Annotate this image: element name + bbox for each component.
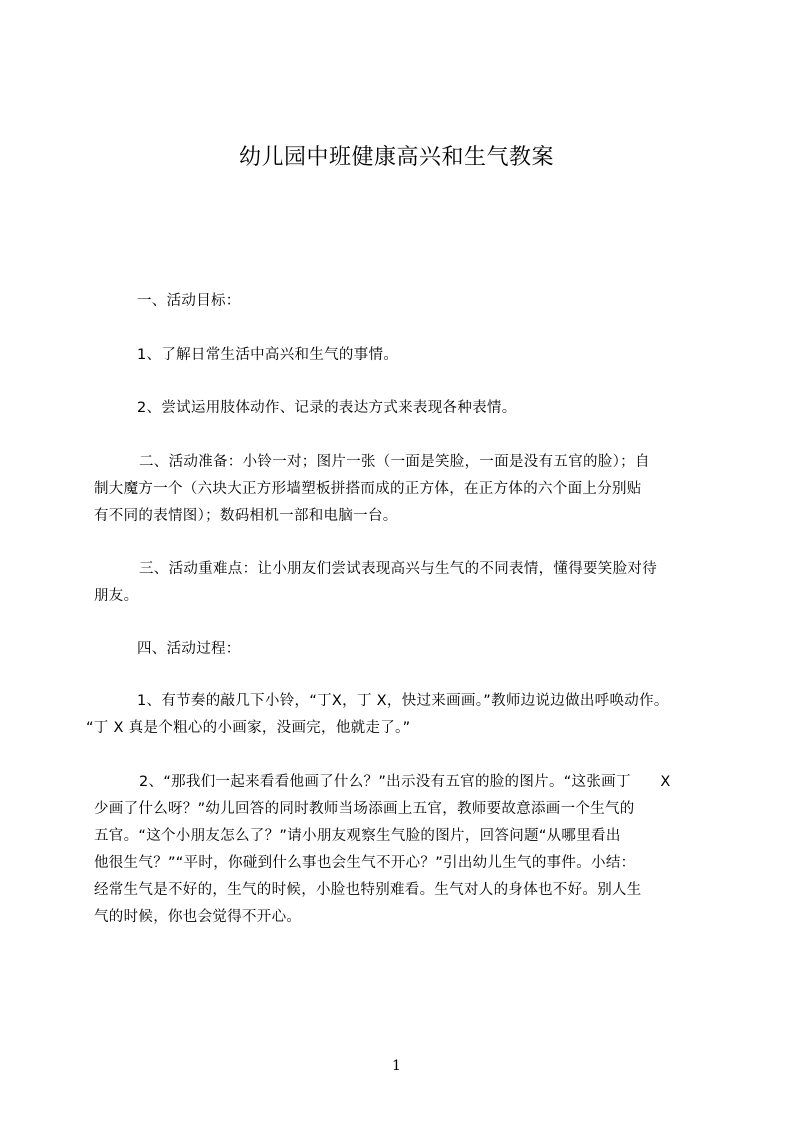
- process-step2-line-4: 他很生气？”“平时，你碰到什么事也会生气不开心？”引出幼儿生气的事件。小结：: [94, 855, 636, 871]
- preparation-line-1: 二、活动准备：小铃一对；图片一张（一面是笑脸，一面是没有五官的脸）；自: [139, 454, 650, 470]
- difficulty-line-2: 朋友。: [94, 588, 139, 604]
- preparation-line-3: 有不同的表情图）；数码相机一部和电脑一台。: [94, 508, 398, 524]
- goal-item-2: 2、尝试运用肢体动作、记录的表达方式来表现各种表情。: [137, 400, 517, 416]
- document-title: 幼儿园中班健康高兴和生气教案: [238, 145, 554, 170]
- preparation-line-2: 制大魔方一个（六块大正方形墙塑板拼搭而成的正方体，在正方体的六个面上分别贴: [94, 481, 642, 497]
- process-step2-line-6: 气的时候，你也会觉得不开心。: [94, 909, 302, 925]
- process-step2-line-3: 五官。“这个小朋友怎么了？”请小朋友观察生气脸的图片，回答问题“从哪里看出: [94, 828, 621, 844]
- process-step2-line-1: 2、“那我们一起来看看他画了什么？”出示没有五官的脸的图片。“这张画丁 X: [139, 774, 671, 790]
- process-heading: 四、活动过程：: [137, 641, 241, 657]
- difficulty-line-1: 三、活动重难点：让小朋友们尝试表现高兴与生气的不同表情，懂得要笑脸对待: [139, 561, 657, 577]
- process-step2-line-5: 经常生气是不好的，生气的时候，小脸也特别难看。生气对人的身体也不好。别人生: [94, 882, 642, 898]
- process-step2-line-2: 少画了什么呀？”幼儿回答的同时教师当场添画上五官，教师要故意添画一个生气的: [94, 801, 635, 817]
- goal-item-1: 1、了解日常生活中高兴和生气的事情。: [137, 347, 399, 363]
- page-number: 1: [392, 1058, 401, 1074]
- process-step1-line-2: “丁 X 真是个粗心的小画家，没画完，他就走了。”: [86, 720, 411, 736]
- process-step1-line-1: 1、有节奏的敲几下小铃，“丁X，丁 X，快过来画画。”教师边说边做出呼唤动作。: [137, 693, 669, 709]
- section-goals-heading: 一、活动目标：: [137, 293, 241, 309]
